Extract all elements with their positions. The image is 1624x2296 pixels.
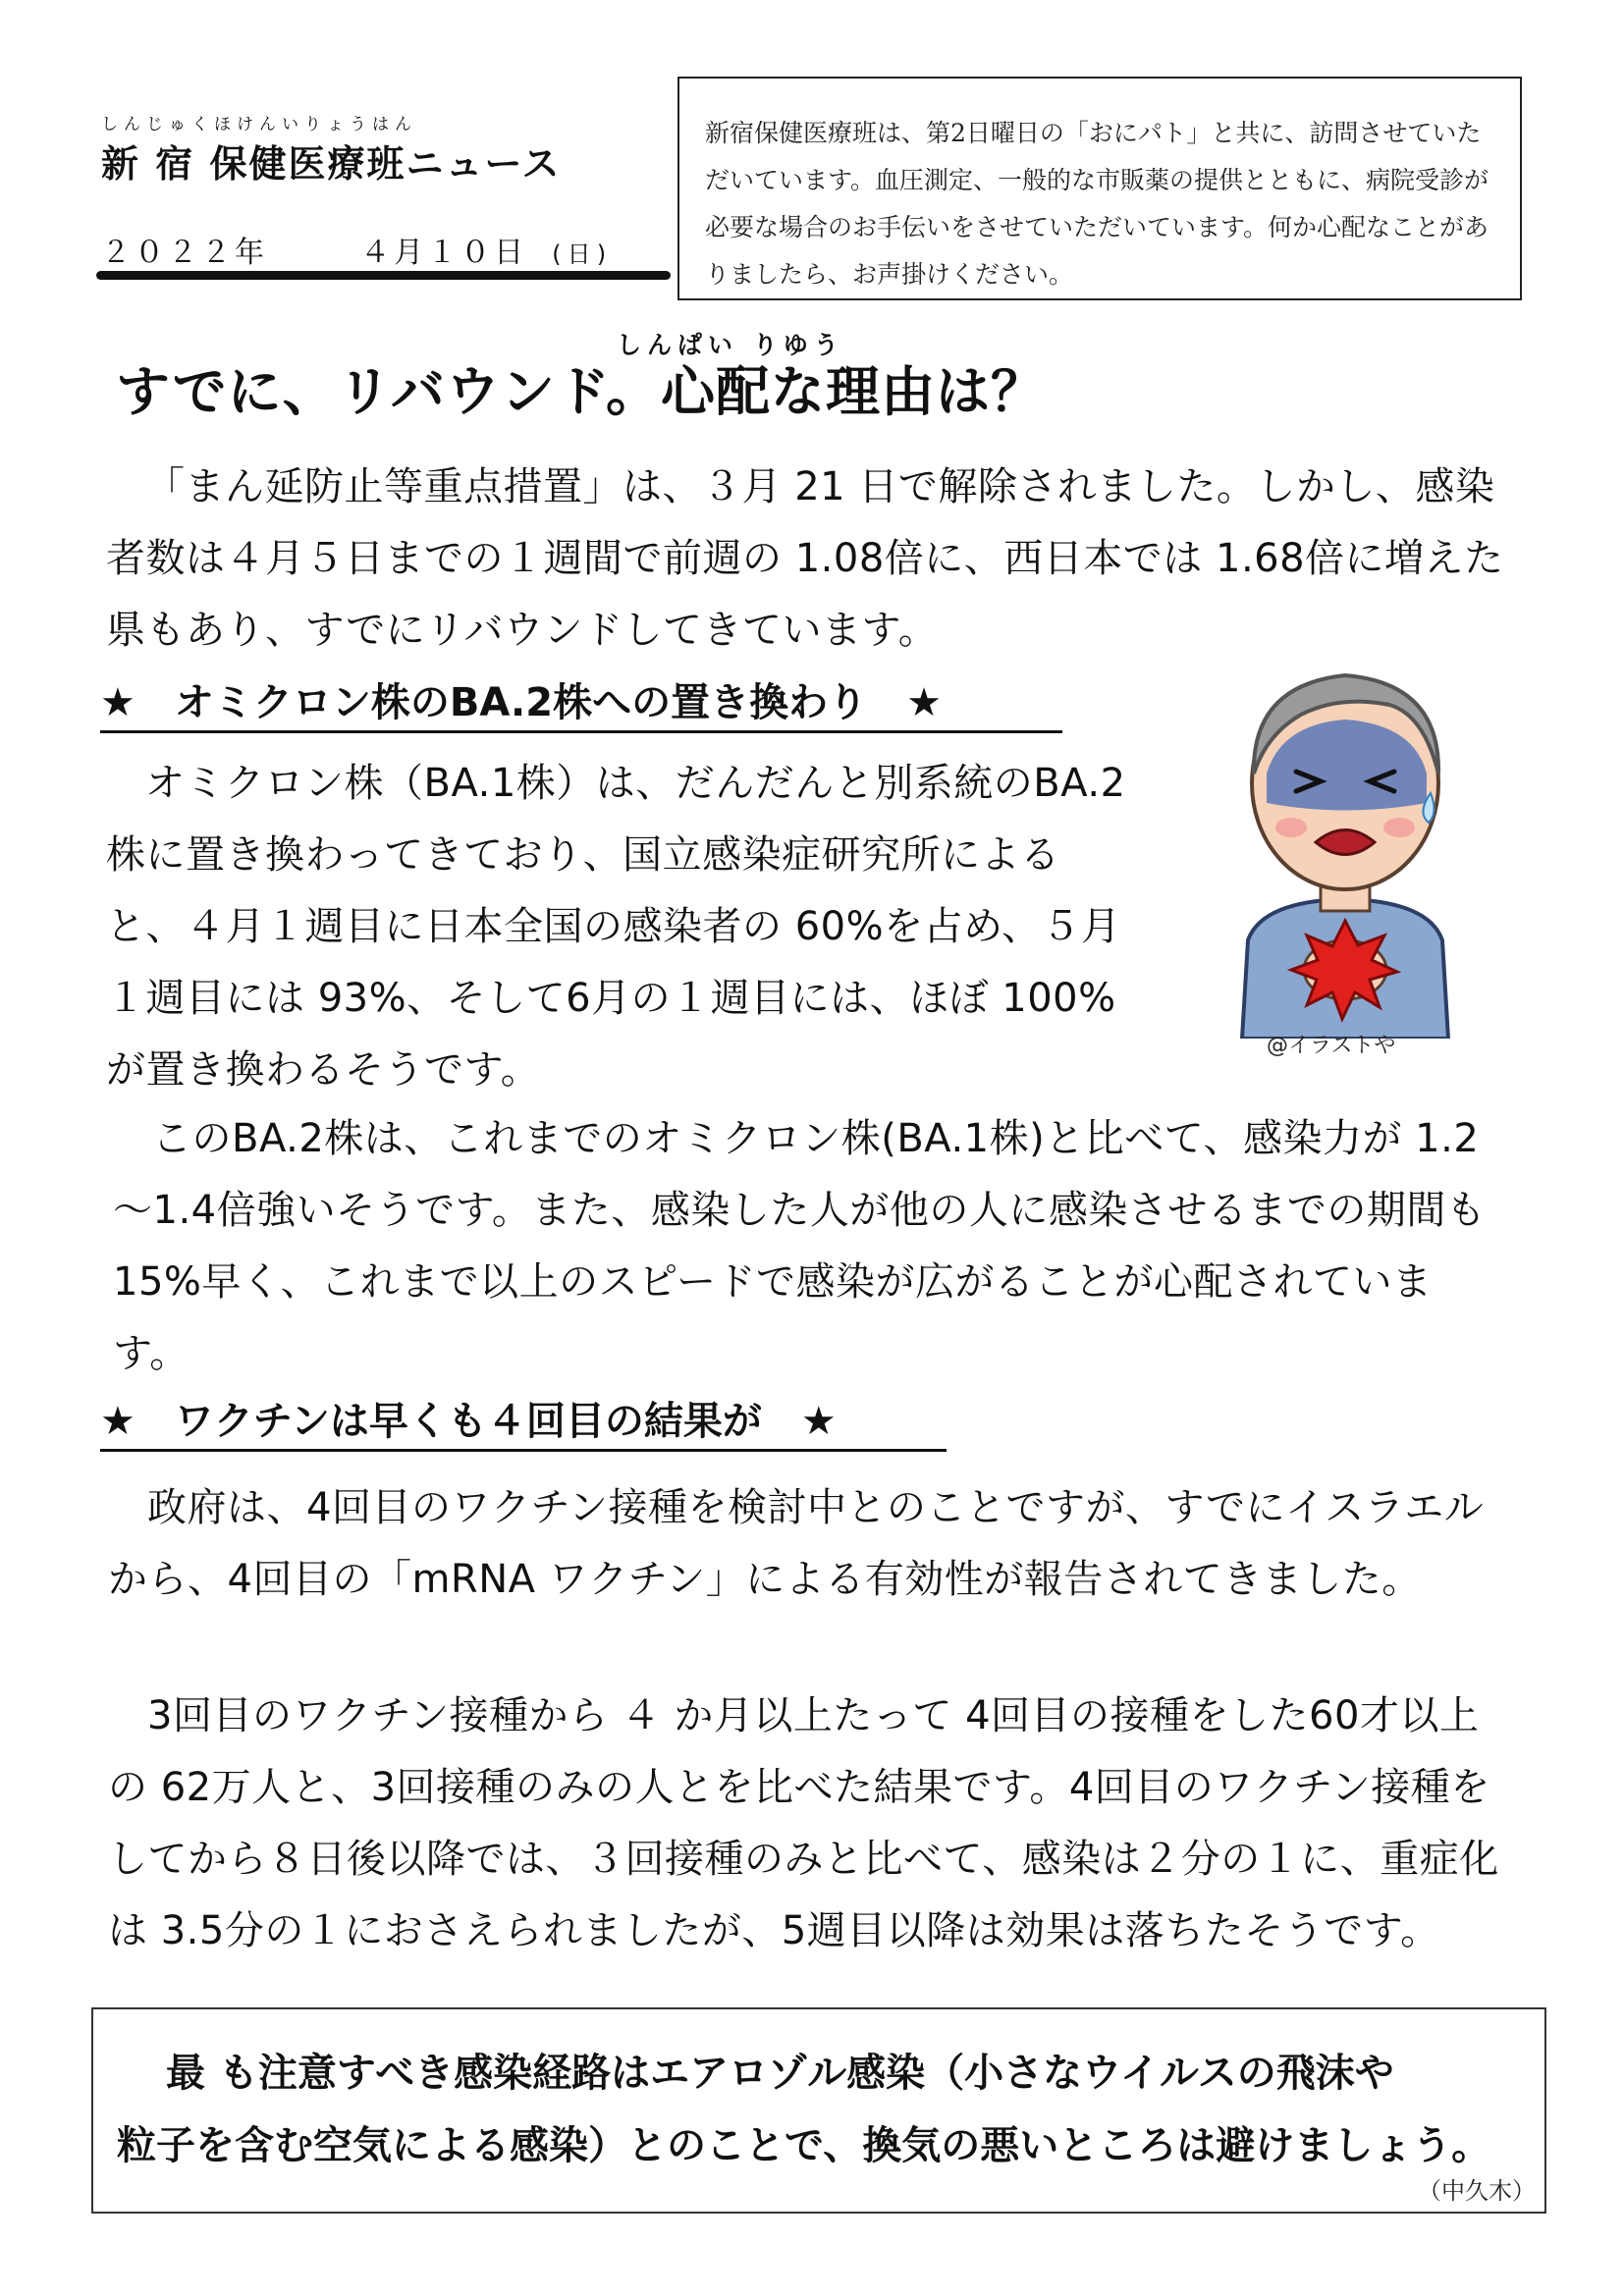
issue-date bbox=[101, 228, 613, 271]
masthead-rule bbox=[96, 271, 671, 280]
section2-paragraph2 bbox=[108, 1681, 1502, 1967]
headline-reading: しんぱい りゆう bbox=[617, 331, 844, 359]
headline: すでに、リバウンド。心配な理由は？ bbox=[116, 360, 1047, 423]
illustration-credit: @イラストや bbox=[1267, 1034, 1396, 1058]
worried-man-illustration bbox=[1222, 656, 1468, 1039]
section1-heading: ★ オミクロン株のBA.2株への置き換わり ★ bbox=[100, 675, 1062, 733]
author-credit: （中久木） bbox=[1418, 2177, 1536, 2205]
masthead-title-reading: しんじゅくほけんいりょうはん bbox=[101, 115, 417, 134]
issue-weekday: (日) bbox=[549, 240, 614, 268]
notice-box bbox=[91, 2007, 1546, 2214]
issue-year: ２０２２年 bbox=[101, 236, 268, 270]
intro-text: 新宿保健医療班は、第2日曜日の「おにパト」と共に、訪問させていただいています。血圧測定、一般的な市販薬の提供とともに、病院受診が必要な場合のお手伝いをさせていただいています。何か心配なことがありましたら、お声掛けください。 bbox=[705, 119, 1489, 289]
section1-paragraph2-text: このBA.2株は、これまでのオミクロン株(BA.1株)と比べて、感染力が 1.2～1.4倍強いそうです。また、感染した人が他の人に感染させるまでの期間も 15%早く、これまで以上のスピードで感染が広がることが心配されています。 bbox=[113, 1116, 1487, 1376]
section2-heading: ★ ワクチンは早くも４回目の結果が ★ bbox=[100, 1394, 947, 1452]
issue-day: ４月１０日 bbox=[360, 236, 528, 270]
masthead-title: 新 宿 保健医療班ニュース bbox=[101, 142, 562, 186]
intro-box bbox=[677, 77, 1522, 300]
section1-paragraph1 bbox=[106, 748, 1127, 1106]
section2-paragraph2-text: 3回目のワクチン接種から ４ か月以上たって 4回目の接種をした60才以上の 62万人と、3回接種のみの人とを比べた結果です。4回目のワクチン接種をしてから８日後以降では、３回接種のみと比べて、感染は２分の１に、重症化は 3.5分の１におさえられましたが、5週目以降は効果は落ちたそうです。 bbox=[108, 1693, 1499, 1953]
lead-paragraph bbox=[106, 452, 1530, 667]
notice-line2: 粒子を含む空気による感染）とのことで、換気の悪いところは避けましょう。 bbox=[117, 2123, 1491, 2168]
right-cheek-shape bbox=[1383, 818, 1415, 837]
left-cheek-shape bbox=[1275, 818, 1307, 837]
section2-paragraph1 bbox=[108, 1472, 1502, 1616]
section1-paragraph2 bbox=[113, 1103, 1497, 1390]
lead-text: 「まん延防止等重点措置」は、３月 21 日で解除されました。しかし、感染者数は４月５日までの１週間で前週の 1.08倍に、西日本では 1.68倍に増えた県もあり、すでにリバウンドしてきています。 bbox=[106, 464, 1504, 653]
notice-line1: 最 も注意すべき感染経路はエアロゾル感染（小さなウイルスの飛沫や bbox=[166, 2051, 1394, 2096]
section2-paragraph1-text: 政府は、4回目のワクチン接種を検討中とのことですが、すでにイスラエルから、4回目の「mRNA ワクチン」による有効性が報告されてきました。 bbox=[108, 1485, 1485, 1602]
section1-paragraph1-text: オミクロン株（BA.1株）は、だんだんと別系統のBA.2株に置き換わってきており、国立感染症研究所によると、４月１週目に日本全国の感染者の 60%を占め、５月１週目には 93%、そして6月の１週目には、ほぼ 100%が置き換わるそうです。 bbox=[106, 761, 1126, 1093]
